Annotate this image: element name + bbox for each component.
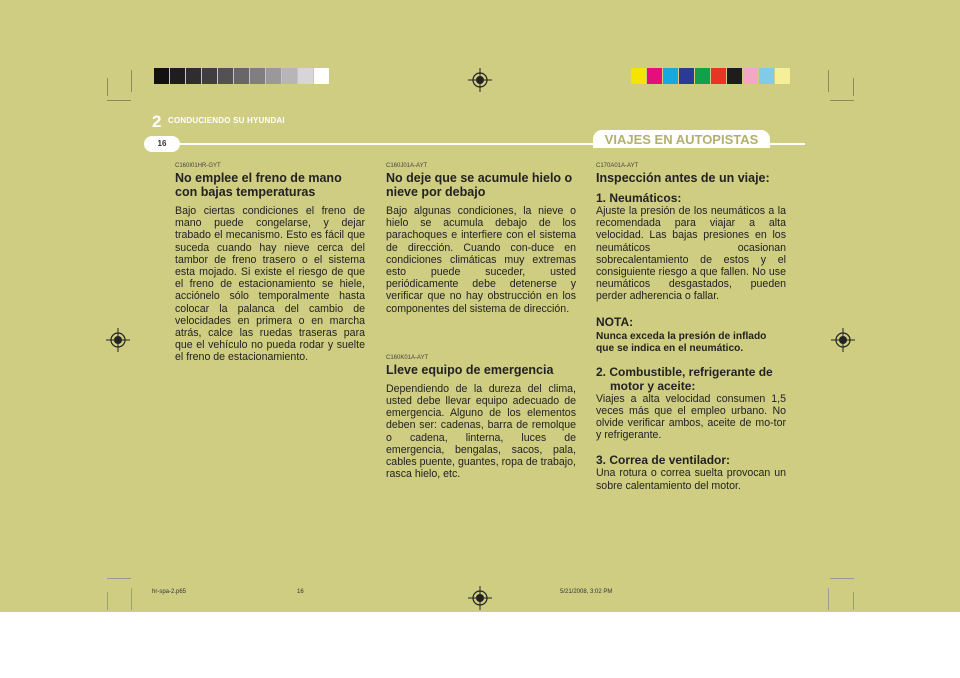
section-code: C160K01A-AYT [386, 354, 429, 361]
color-swatch [266, 68, 281, 84]
registration-mark-icon [106, 328, 130, 352]
page-number-badge: 16 [144, 136, 180, 152]
color-swatch [631, 68, 646, 84]
crop-mark [853, 592, 854, 610]
color-swatch [647, 68, 662, 84]
color-swatch [218, 68, 233, 84]
registration-mark-icon [468, 68, 492, 92]
color-swatch [154, 68, 169, 84]
crop-mark [131, 70, 132, 92]
crop-mark [830, 100, 854, 101]
item-title: 1. Neumáticos: [596, 191, 682, 205]
footer-filename: hr-spa-2.p65 [152, 589, 187, 595]
section-title: VIAJES EN AUTOPISTAS [604, 132, 759, 147]
column-1 [175, 163, 365, 364]
section-heading: No emplee el freno de mano con bajas temperaturas [175, 171, 342, 199]
bottom-white-band [0, 612, 960, 678]
color-calibration-strip [631, 68, 791, 84]
note-title: NOTA: [596, 314, 634, 329]
registration-mark-icon [831, 328, 855, 352]
color-swatch [186, 68, 201, 84]
color-swatch [282, 68, 297, 84]
section-body: Bajo ciertas condiciones el freno de mano puede congelarse, y dejar trabado el mecanismo. Esto es fácil que suceda cuando hay nieve cerca del tambor de freno trasero o el sistema esta mojado. Si existe el riesgo de que el freno de estacionamiento se hiele, acciónelo sólo temporalmente hasta colocar la palanca del cambio de velocidades en primera o en marcha atrás, calce las ruedas traseras para que el vehículo no pueda rodar y suelte el freno de estacionamiento. [175, 205, 365, 364]
item-body: Viajes a alta velocidad consumen 1,5 veces más que el empleo urbano. No olvide verificar ambos, aceite de mo-tor y refrigerante. [596, 392, 786, 442]
color-swatch [727, 68, 742, 84]
section-title-tab [593, 130, 770, 148]
section-body: Dependiendo de la dureza del clima, usted debe llevar equipo adecuado de emergencia. Alguno de los elementos deben ser: cadenas, barra de remolque o cadena, linterna, luces de emergencia, bengalas, sacos, pala, cables puente, guantes, ropa de trabajo, rasca hielo, etc. [386, 382, 576, 481]
crop-mark [107, 100, 131, 101]
section-code: C160I01HR-GYT [175, 163, 221, 169]
section-heading: No deje que se acumule hielo o nieve por debajo [386, 171, 573, 199]
color-swatch [759, 68, 774, 84]
column-3 [596, 163, 786, 492]
item-body: Ajuste la presión de los neumáticos a la recomendada para viajar a alta velocidad. Las bajas presiones en los neumáticos ocasionan sobrecalentamiento de estos y el consiguiente riesgo a que fallen. No use neumáticos desgastados, pueden perder adherencia o fallar. [596, 205, 786, 303]
color-swatch [314, 68, 329, 84]
chapter-title: CONDUCIENDO SU HYUNDAI [168, 116, 285, 125]
color-swatch [170, 68, 185, 84]
crop-mark [853, 78, 854, 96]
section-body: Bajo algunas condiciones, la nieve o hielo se acumula debajo de los parachoques e interfiere con el sistema de dirección. Cuando con-duce en condiciones climáticas muy extremas esto puede suceder, usted periódicamente debe detenerse y verificar que no hay obstrucción en los componentes del sistema de dirección. [386, 205, 576, 315]
color-swatch [298, 68, 313, 84]
footer-timestamp: 5/21/2008, 3:02 PM [560, 589, 613, 595]
color-swatch [679, 68, 694, 84]
item-title: 3. Correa de ventilador: [596, 453, 731, 468]
chapter-number: 2 [152, 112, 162, 131]
crop-mark [107, 78, 108, 96]
color-swatch [695, 68, 710, 84]
crop-mark [107, 592, 108, 610]
color-swatch [743, 68, 758, 84]
color-swatch [663, 68, 678, 84]
registration-mark-icon [468, 586, 492, 610]
color-swatch [711, 68, 726, 84]
footer-page: 16 [297, 589, 304, 595]
note-body: Nunca exceda la presión de inflado que se indica en el neumático. [596, 330, 767, 354]
section-heading: Lleve equipo de emergencia [386, 362, 554, 377]
section-code: C170A01A-AYT [596, 163, 639, 169]
item-body: Una rotura o correa suelta provocan un sobre calentamiento del motor. [596, 467, 786, 492]
crop-mark [131, 588, 132, 610]
item-title: 2. Combustible, refrigerante de motor y aceite: [596, 364, 773, 393]
grayscale-color-strip [154, 68, 330, 84]
crop-mark [828, 70, 829, 92]
column-2 [386, 163, 576, 480]
color-swatch [202, 68, 217, 84]
section-code: C160J01A-AYT [386, 163, 428, 169]
color-swatch [234, 68, 249, 84]
crop-mark [107, 578, 131, 579]
section-heading: Inspección antes de un viaje: [596, 171, 770, 185]
crop-mark [828, 588, 829, 610]
color-swatch [775, 68, 790, 84]
crop-mark [830, 578, 854, 579]
color-swatch [250, 68, 265, 84]
